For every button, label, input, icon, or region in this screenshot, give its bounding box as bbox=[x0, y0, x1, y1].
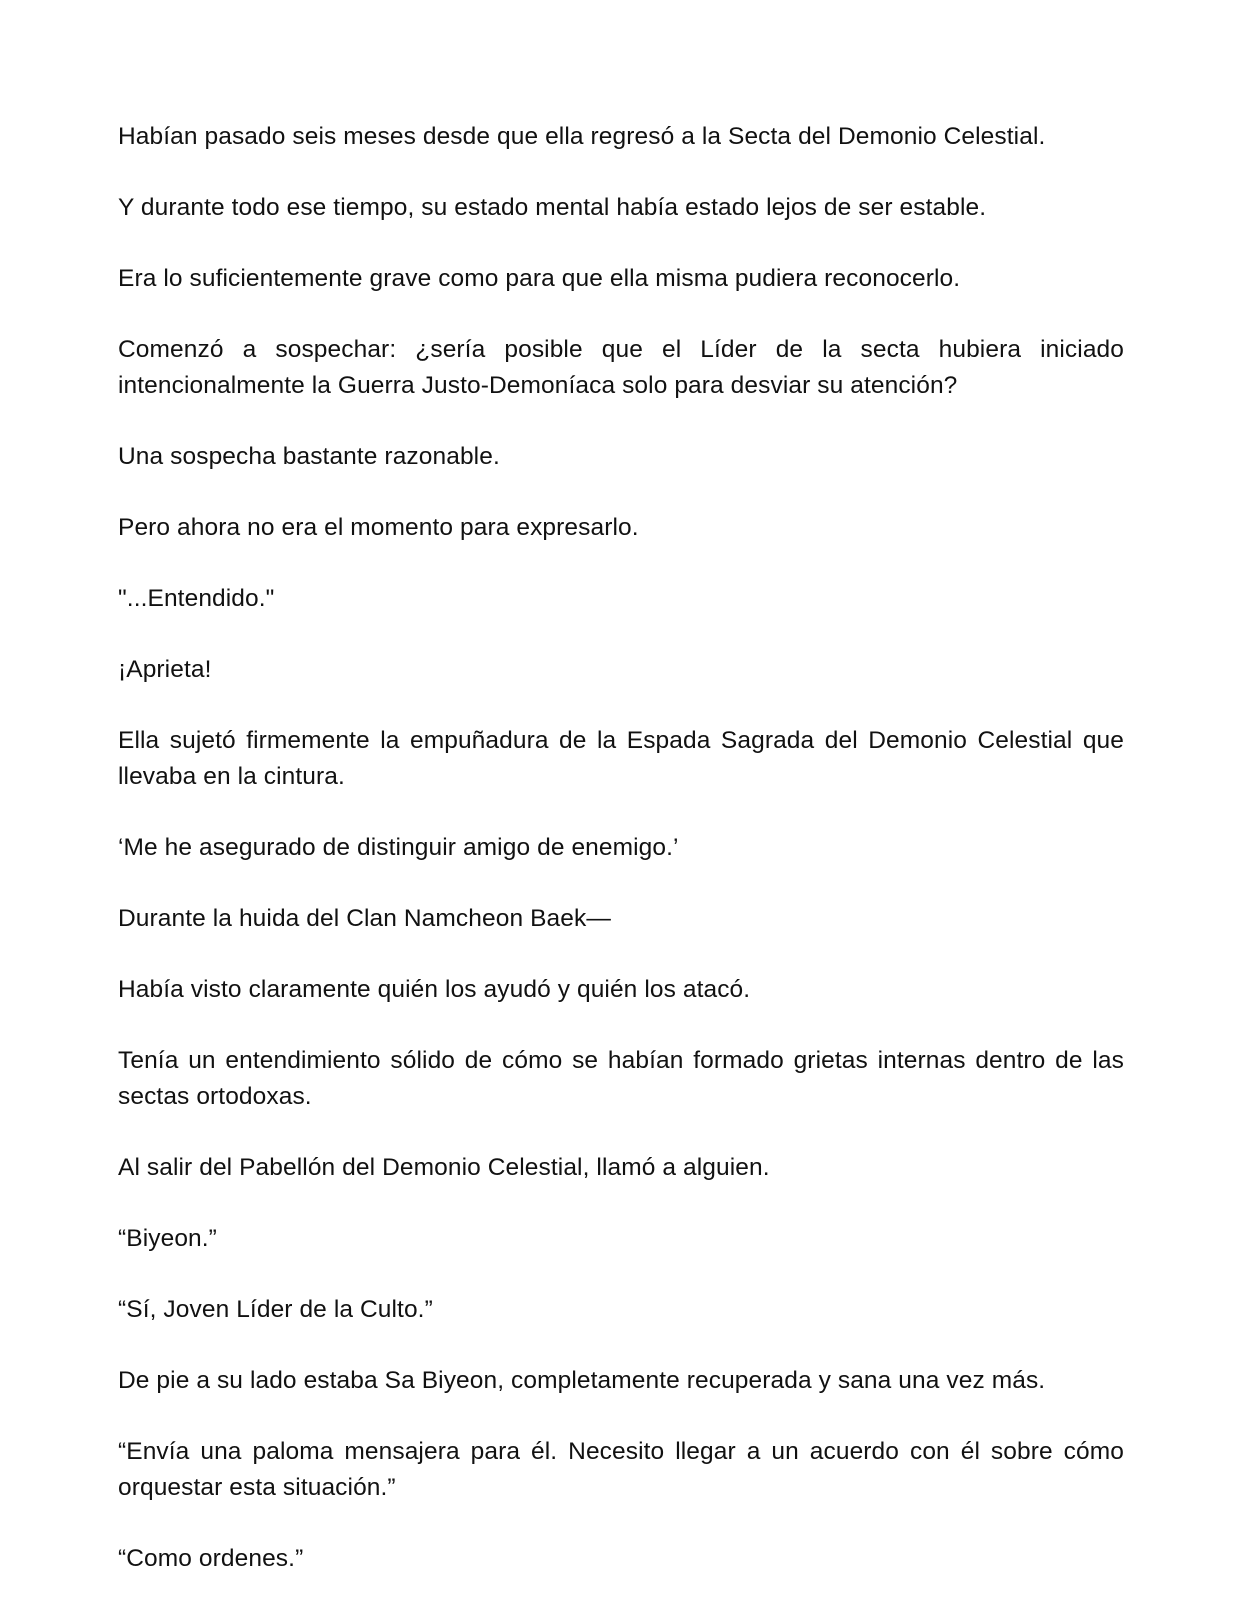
paragraph: Habían pasado seis meses desde que ella regresó a la Secta del Demonio Celestial. bbox=[118, 123, 1046, 150]
paragraph: Había visto claramente quién los ayudó y quién los atacó. bbox=[118, 976, 751, 1003]
paragraph: “Como ordenes.” bbox=[118, 1545, 304, 1572]
paragraph: “Biyeon.” bbox=[118, 1225, 217, 1252]
paragraph: Era lo suficientemente grave como para que ella misma pudiera reconocerlo. bbox=[118, 265, 961, 292]
paragraph: Ella sujetó firmemente la empuñadura de la Espada Sagrada del Demonio Celestial que llevaba en la cintura. bbox=[118, 727, 1124, 790]
paragraph: ‘Me he asegurado de distinguir amigo de enemigo.’ bbox=[118, 834, 679, 861]
paragraph: Una sospecha bastante razonable. bbox=[118, 443, 500, 470]
paragraph: "...Entendido." bbox=[118, 585, 275, 612]
paragraph: Comenzó a sospechar: ¿sería posible que el Líder de la secta hubiera iniciado intencionalmente la Guerra Justo-Demoníaca solo para desviar su atención? bbox=[118, 336, 1124, 399]
text-body bbox=[118, 119, 1124, 1577]
paragraph: Tenía un entendimiento sólido de cómo se habían formado grietas internas dentro de las sectas ortodoxas. bbox=[118, 1047, 1124, 1110]
paragraph: Y durante todo ese tiempo, su estado mental había estado lejos de ser estable. bbox=[118, 194, 987, 221]
paragraph: Pero ahora no era el momento para expresarlo. bbox=[118, 514, 639, 541]
paragraph: Durante la huida del Clan Namcheon Baek— bbox=[118, 905, 611, 932]
paragraph: ¡Aprieta! bbox=[118, 656, 212, 683]
paragraph: “Envía una paloma mensajera para él. Necesito llegar a un acuerdo con él sobre cómo orquestar esta situación.” bbox=[118, 1438, 1124, 1501]
paragraph: Al salir del Pabellón del Demonio Celestial, llamó a alguien. bbox=[118, 1154, 770, 1181]
paragraph: De pie a su lado estaba Sa Biyeon, completamente recuperada y sana una vez más. bbox=[118, 1367, 1046, 1394]
paragraph: “Sí, Joven Líder de la Culto.” bbox=[118, 1296, 433, 1323]
